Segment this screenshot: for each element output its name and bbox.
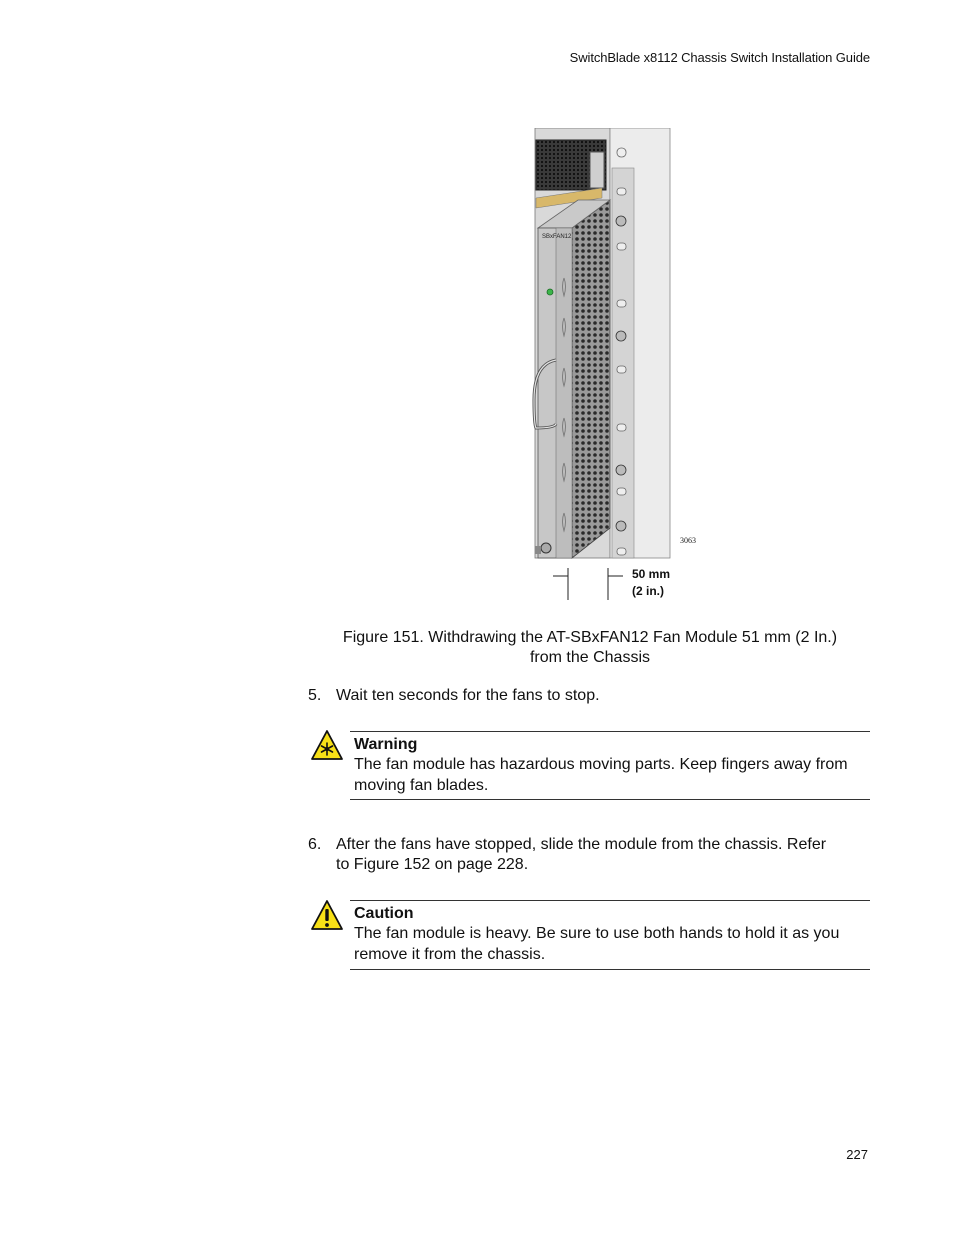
figure-caption-line2: from the Chassis — [529, 649, 651, 666]
figure-caption-line1: Figure 151. Withdrawing the AT-SBxFAN12 Fan Module 51 mm (2 In.) — [342, 629, 838, 646]
step-text: Wait ten seconds for the fans to stop. — [336, 687, 600, 704]
step-6 — [308, 835, 868, 875]
warning-body: The fan module has hazardous moving parts. Keep fingers away from moving fan blades. — [354, 756, 848, 794]
fan-module-figure — [520, 128, 720, 608]
module-label: SBxFAN12 — [542, 234, 572, 240]
hazard-fan-icon — [310, 729, 344, 766]
figure-caption — [310, 628, 870, 668]
fan-module-illustration — [520, 128, 720, 608]
art-number: 3063 — [680, 536, 696, 545]
warning-notice — [350, 731, 870, 800]
caution-notice — [350, 900, 870, 970]
caution-body: The fan module is heavy. Be sure to use both hands to hold it as you remove it from the chassis. — [354, 925, 840, 963]
step-5 — [308, 686, 868, 706]
step-text-line2: to Figure 152 on page 228. — [336, 856, 529, 873]
caution-exclamation-icon — [310, 899, 344, 936]
caution-title: Caution — [354, 905, 414, 922]
warning-title: Warning — [354, 736, 418, 753]
step-number: 5. — [308, 687, 322, 704]
dimension-imperial: (2 in.) — [632, 584, 664, 598]
step-number: 6. — [308, 836, 322, 853]
dimension-metric: 50 mm — [632, 567, 671, 581]
running-header: SwitchBlade x8112 Chassis Switch Installation Guide — [569, 50, 870, 65]
page-number: 227 — [846, 1147, 868, 1162]
step-text-line1: After the fans have stopped, slide the module from the chassis. Refer — [336, 836, 827, 853]
